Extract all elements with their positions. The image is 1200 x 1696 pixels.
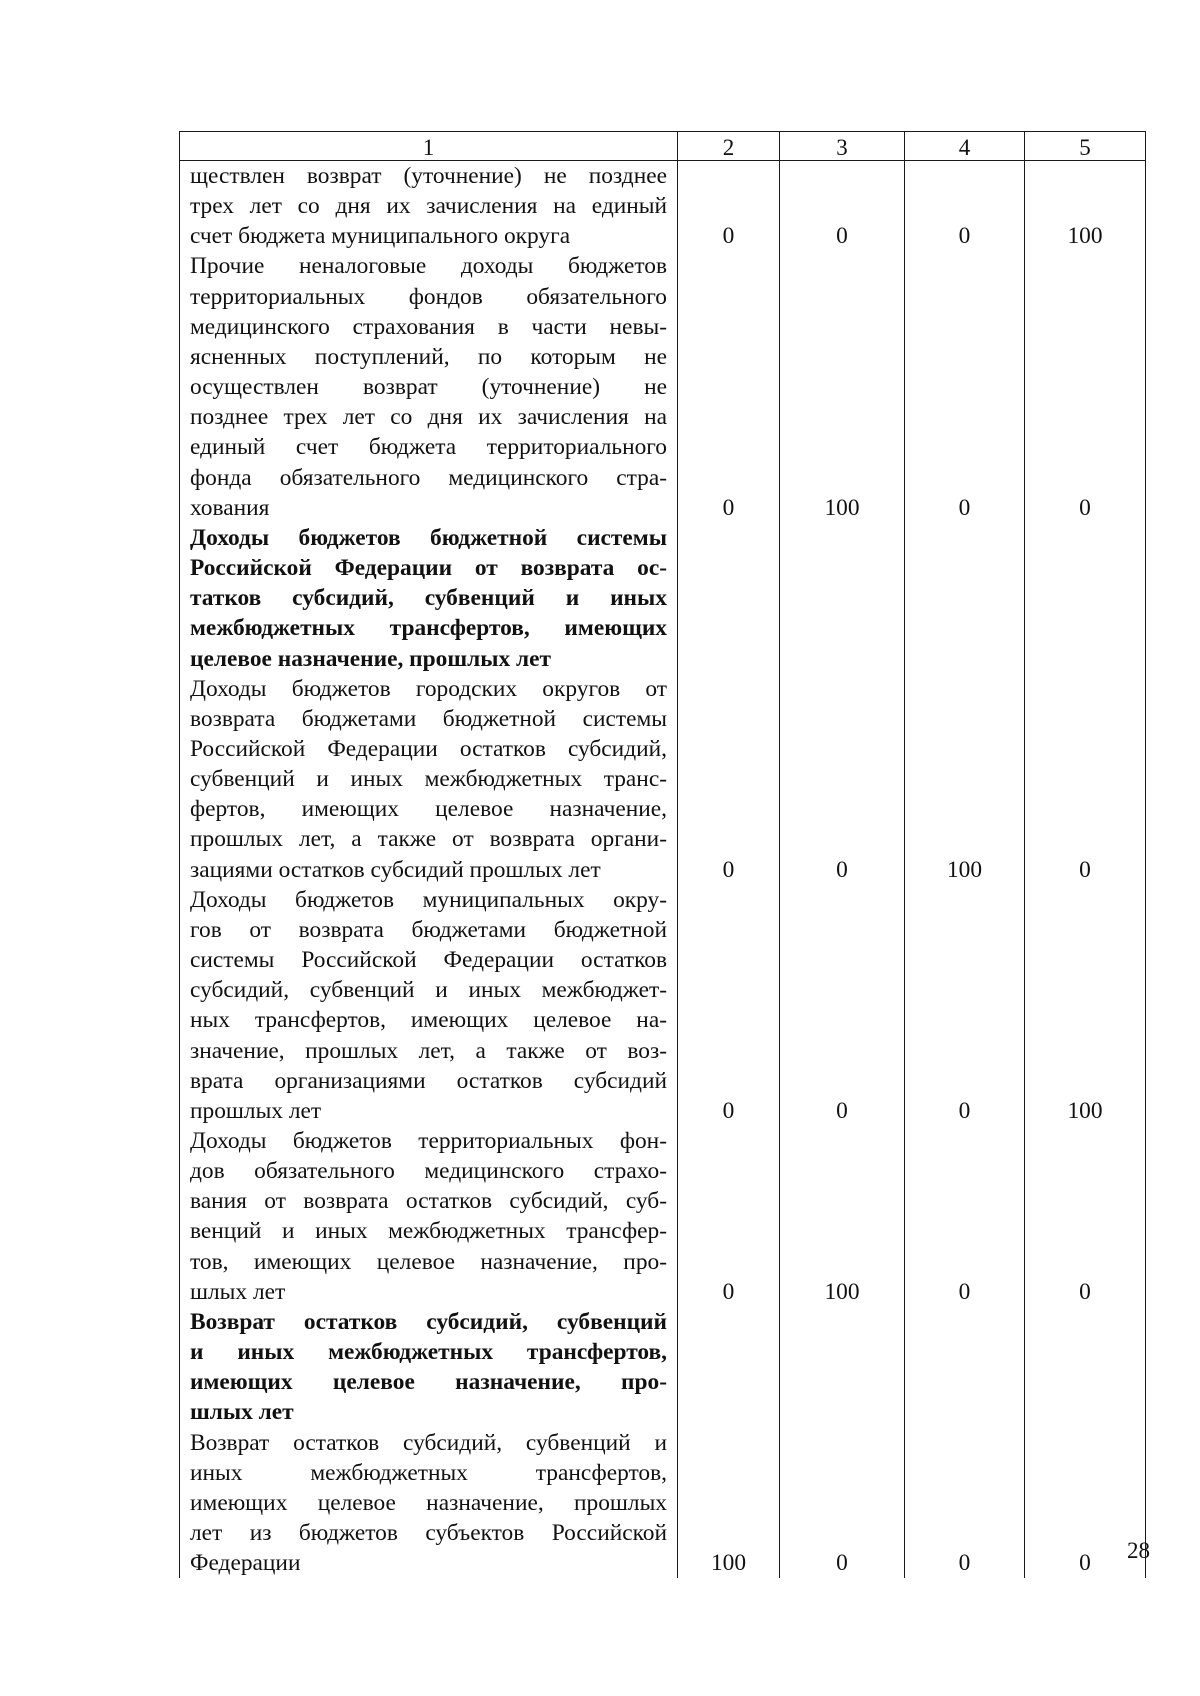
value-cell-5: 0 bbox=[1024, 251, 1146, 522]
header-cell-2: 2 bbox=[677, 132, 779, 160]
value-cell-2: 0 bbox=[677, 885, 779, 1126]
description-line: Российской Федерации от возврата ос- bbox=[190, 555, 667, 582]
description-line: венций и иных межбюджетных трансфер- bbox=[190, 1218, 667, 1245]
value-cell-5: 100 bbox=[1024, 161, 1146, 251]
description-line: осуществлен возврат (уточнение) не bbox=[190, 374, 667, 401]
description-line: шлых лет bbox=[190, 1278, 286, 1305]
description-line: системы Российской Федерации остатков bbox=[190, 947, 667, 974]
table-row bbox=[179, 1428, 1146, 1579]
value-cell-3: 100 bbox=[779, 1126, 904, 1307]
value-cell-4: 0 bbox=[904, 1428, 1024, 1579]
description-line: территориальных фондов обязательного bbox=[190, 283, 667, 310]
row-description bbox=[179, 161, 677, 251]
description-line: субвенций и иных межбюджетных транс- bbox=[190, 766, 667, 793]
header-cell-4: 4 bbox=[904, 132, 1024, 160]
description-line: фертов, имеющих целевое назначение, bbox=[190, 796, 667, 823]
value-cell-2: 0 bbox=[677, 161, 779, 251]
value-cell-4: 0 bbox=[904, 1126, 1024, 1307]
value-cell-3: 0 bbox=[779, 161, 904, 251]
value-cell-5 bbox=[1024, 1307, 1146, 1428]
description-line: межбюджетных трансфертов, имеющих bbox=[190, 615, 667, 642]
budget-table bbox=[179, 131, 1146, 1578]
description-line: фонда обязательного медицинского стра- bbox=[190, 464, 667, 491]
description-line: медицинского страхования в части невы- bbox=[190, 313, 667, 340]
value-cell-5 bbox=[1024, 523, 1146, 674]
description-line: прошлых лет, а также от возврата органи- bbox=[190, 826, 667, 853]
table-row bbox=[179, 251, 1146, 522]
description-line: возврата бюджетами бюджетной системы bbox=[190, 705, 667, 732]
description-line: гов от возврата бюджетами бюджетной bbox=[190, 916, 667, 943]
description-line: имеющих целевое назначение, прошлых bbox=[190, 1489, 667, 1516]
value-cell-5: 0 bbox=[1024, 1126, 1146, 1307]
row-description bbox=[179, 1428, 677, 1579]
description-line: татков субсидий, субвенций и иных bbox=[190, 585, 667, 612]
value-cell-5: 100 bbox=[1024, 885, 1146, 1126]
value-cell-4: 0 bbox=[904, 161, 1024, 251]
header-cell-3: 3 bbox=[779, 132, 904, 160]
value-cell-3 bbox=[779, 523, 904, 674]
description-line: тов, имеющих целевое назначение, про- bbox=[190, 1248, 667, 1275]
value-cell-2 bbox=[677, 523, 779, 674]
value-cell-3: 100 bbox=[779, 251, 904, 522]
description-line: вания от возврата остатков субсидий, суб- bbox=[190, 1188, 667, 1215]
value-cell-3: 0 bbox=[779, 674, 904, 885]
description-line: позднее трех лет со дня их зачисления на bbox=[190, 404, 667, 431]
row-description bbox=[179, 523, 677, 674]
value-cell-3: 0 bbox=[779, 1428, 904, 1579]
header-cell-5: 5 bbox=[1024, 132, 1146, 160]
value-cell-2: 0 bbox=[677, 251, 779, 522]
description-line: значение, прошлых лет, а также от воз- bbox=[190, 1037, 667, 1064]
table-row bbox=[179, 1126, 1146, 1307]
table-row bbox=[179, 161, 1146, 251]
header-cell-1: 1 bbox=[179, 132, 677, 160]
table-row bbox=[179, 1307, 1146, 1428]
value-cell-5: 0 bbox=[1024, 1428, 1146, 1579]
page-number: 28 bbox=[1127, 1538, 1150, 1563]
description-line: целевое назначение, прошлых лет bbox=[190, 645, 552, 672]
row-description bbox=[179, 885, 677, 1126]
value-cell-4: 100 bbox=[904, 674, 1024, 885]
value-cell-5: 0 bbox=[1024, 674, 1146, 885]
row-description bbox=[179, 1307, 677, 1428]
value-cell-2: 0 bbox=[677, 674, 779, 885]
table-row bbox=[179, 885, 1146, 1126]
table-header-row bbox=[179, 131, 1146, 161]
description-line: иных межбюджетных трансфертов, bbox=[190, 1459, 667, 1486]
description-line: имеющих целевое назначение, про- bbox=[190, 1369, 667, 1396]
value-cell-4: 0 bbox=[904, 251, 1024, 522]
description-line: лет из бюджетов субъектов Российской bbox=[190, 1520, 667, 1547]
description-line: Доходы бюджетов территориальных фон- bbox=[190, 1128, 667, 1154]
table-body bbox=[179, 161, 1146, 1578]
description-line: Федерации bbox=[190, 1550, 301, 1577]
description-line: хования bbox=[190, 494, 270, 521]
table-row bbox=[179, 674, 1146, 885]
description-line: зациями остатков субсидий прошлых лет bbox=[190, 856, 601, 883]
description-line: Доходы бюджетов муниципальных окру- bbox=[190, 886, 667, 913]
description-line: прошлых лет bbox=[190, 1097, 322, 1124]
description-line: счет бюджета муниципального округа bbox=[190, 223, 571, 250]
description-line: дов обязательного медицинского страхо- bbox=[190, 1158, 667, 1185]
description-line: Доходы бюджетов городских округов от bbox=[190, 675, 667, 702]
description-line: субсидий, субвенций и иных межбюджет- bbox=[190, 977, 667, 1004]
table-row bbox=[179, 523, 1146, 674]
description-line: Российской Федерации остатков субсидий, bbox=[190, 735, 667, 762]
value-cell-2: 100 bbox=[677, 1428, 779, 1579]
value-cell-2 bbox=[677, 1307, 779, 1428]
value-cell-3: 0 bbox=[779, 885, 904, 1126]
row-description bbox=[179, 1126, 677, 1307]
description-line: Доходы бюджетов бюджетной системы bbox=[190, 524, 667, 551]
description-line: ясненных поступлений, по которым не bbox=[190, 343, 667, 370]
value-cell-4 bbox=[904, 523, 1024, 674]
description-line: трех лет со дня их зачисления на единый bbox=[190, 193, 667, 220]
description-line: Прочие неналоговые доходы бюджетов bbox=[190, 253, 667, 280]
value-cell-4 bbox=[904, 1307, 1024, 1428]
row-description bbox=[179, 251, 677, 522]
description-line: ществлен возврат (уточнение) не позднее bbox=[190, 163, 667, 189]
row-description bbox=[179, 674, 677, 885]
value-cell-4: 0 bbox=[904, 885, 1024, 1126]
description-line: врата организациями остатков субсидий bbox=[190, 1067, 667, 1094]
description-line: и иных межбюджетных трансфертов, bbox=[190, 1339, 667, 1366]
description-line: Возврат остатков субсидий, субвенций bbox=[190, 1308, 667, 1335]
value-cell-2: 0 bbox=[677, 1126, 779, 1307]
description-line: Возврат остатков субсидий, субвенций и bbox=[190, 1429, 667, 1456]
description-line: ных трансфертов, имеющих целевое на- bbox=[190, 1007, 667, 1034]
value-cell-3 bbox=[779, 1307, 904, 1428]
description-line: шлых лет bbox=[190, 1399, 294, 1426]
description-line: единый счет бюджета территориального bbox=[190, 434, 667, 461]
